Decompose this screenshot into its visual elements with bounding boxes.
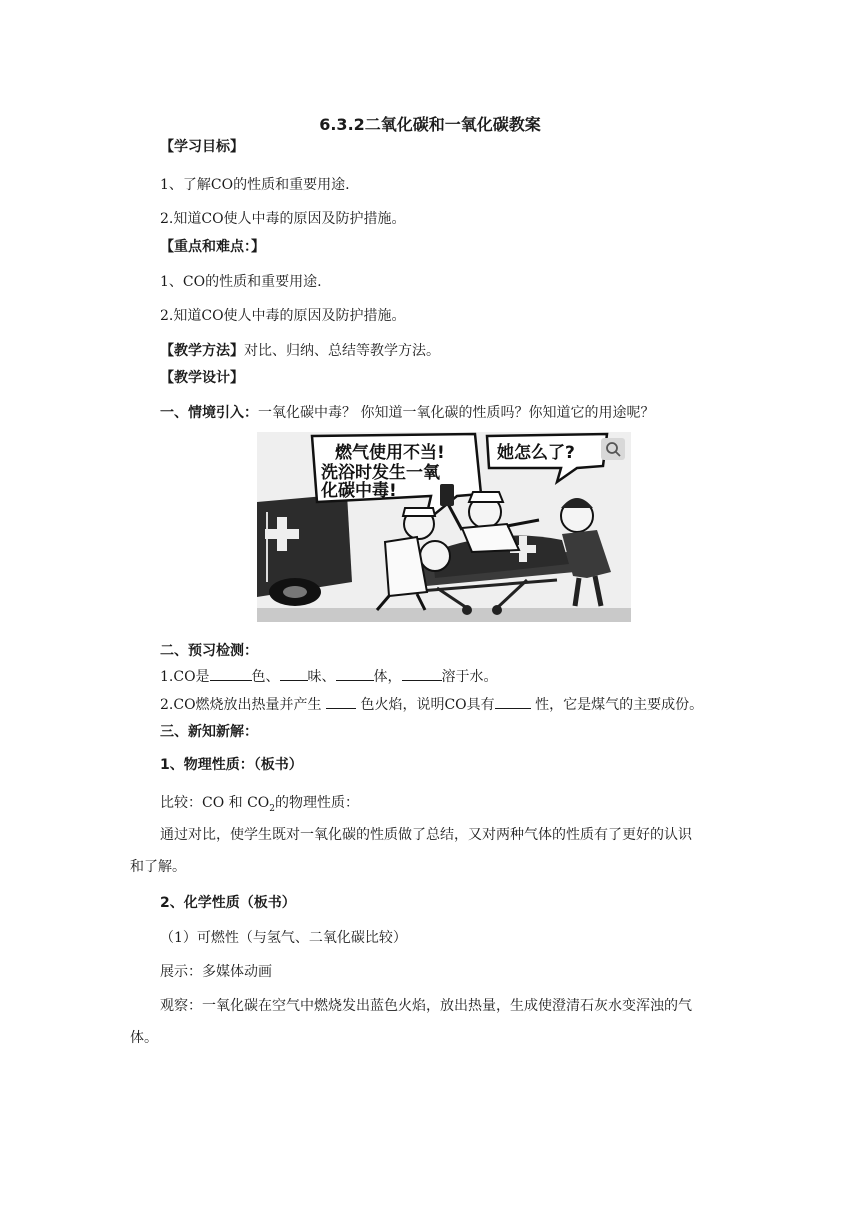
combustibility-line: （1）可燃性（与氢气、二氧化碳比较） xyxy=(160,930,407,946)
summary-line-1: 通过对比，使学生既对一氧化碳的性质做了总结，又对两种气体的性质有了更好的认识 xyxy=(160,827,692,843)
compare-part-b: 的物理性质： xyxy=(275,795,360,811)
q2-part-c: 性，它是煤气的主要成份。 xyxy=(530,697,704,713)
method-text: 对比、归纳、总结等教学方法。 xyxy=(244,343,440,359)
q1-part-e: 溶于水。 xyxy=(441,669,498,685)
compare-part-a: 比较：CO 和 CO xyxy=(160,795,270,811)
bubble-2-text: 她怎么了? xyxy=(497,443,575,463)
q1-blank-smell[interactable] xyxy=(280,666,308,681)
intro-line xyxy=(160,403,654,423)
show-line: 展示：多媒体动画 xyxy=(160,964,272,980)
objective-1: 1、了解CO的性质和重要用途. xyxy=(160,177,350,193)
zoom-icon[interactable] xyxy=(601,438,625,460)
key-2: 2.知道CO使人中毒的原因及防护措施。 xyxy=(160,308,406,324)
objective-2: 2.知道CO使人中毒的原因及防护措施。 xyxy=(160,211,406,227)
bubble-1-line-3: 化碳中毒! xyxy=(321,481,397,501)
method-heading: 【教学方法】 xyxy=(160,343,244,359)
q2-blank-property[interactable] xyxy=(495,694,531,709)
intro-text: 一氧化碳中毒？ 你知道一氧化碳的性质吗？你知道它的用途呢？ xyxy=(258,405,655,421)
design-heading: 【教学设计】 xyxy=(160,370,244,386)
co-poisoning-cartoon xyxy=(257,432,631,622)
key-heading: 【重点和难点：】 xyxy=(160,239,265,255)
bubble-1-line-2: 洗浴时发生一氧 xyxy=(321,463,440,483)
q1-blank-solubility[interactable] xyxy=(402,666,442,681)
summary-line-2: 和了解。 xyxy=(130,859,186,875)
bubble-1-line-1: 燃气使用不当! xyxy=(335,443,445,463)
observe-line-1: 观察：一氧化碳在空气中燃烧发出蓝色火焰，放出热量，生成使澄清石灰水变浑浊的气 xyxy=(160,998,692,1014)
q1-blank-color[interactable] xyxy=(210,666,252,681)
q1-blank-state[interactable] xyxy=(336,666,374,681)
method-line xyxy=(160,341,440,361)
objectives-heading: 【学习目标】 xyxy=(160,139,244,155)
preview-heading: 二、预习检测： xyxy=(160,643,258,659)
new-knowledge-heading: 三、新知新解： xyxy=(160,724,258,740)
key-1: 1、CO的性质和重要用途. xyxy=(160,274,322,290)
question-1 xyxy=(160,666,498,687)
physical-properties-heading: 1、物理性质：（板书） xyxy=(160,757,303,773)
intro-heading: 一、情境引入： xyxy=(160,405,258,421)
chemical-properties-heading: 2、化学性质（板书） xyxy=(160,895,296,911)
compare-subscript: 2 xyxy=(269,803,276,814)
q1-part-d: 体， xyxy=(373,669,402,685)
question-2 xyxy=(160,694,703,715)
q2-part-a: 2.CO燃烧放出热量并产生 xyxy=(160,697,326,713)
q2-part-b: 色火焰，说明CO具有 xyxy=(356,697,495,713)
q1-part-b: 色、 xyxy=(251,669,280,685)
q1-part-a: 1.CO是 xyxy=(160,669,210,685)
observe-line-2: 体。 xyxy=(130,1030,158,1046)
q1-part-c: 味、 xyxy=(307,669,336,685)
compare-line xyxy=(160,793,359,819)
document-title: 6.3.2二氧化碳和一氧化碳教案 xyxy=(319,115,541,134)
q2-blank-flame[interactable] xyxy=(326,694,356,709)
